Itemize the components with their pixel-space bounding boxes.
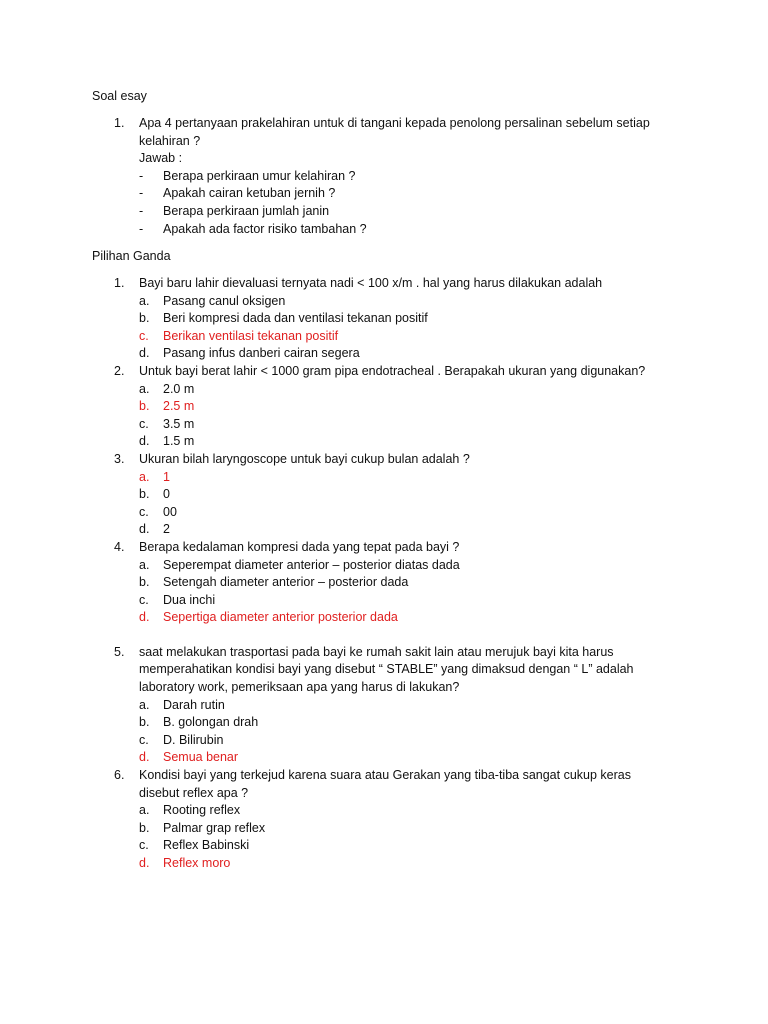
question-text: Bayi baru lahir dievaluasi ternyata nadi < 100 x/m . hal yang harus dilakukan adalah — [139, 276, 603, 290]
option-letter: d. — [139, 522, 150, 537]
option-text: 00 — [163, 504, 177, 519]
option — [114, 345, 674, 363]
option-letter: c. — [139, 732, 149, 747]
option-letter: c. — [139, 592, 149, 607]
question-number: 1. — [114, 276, 125, 290]
option — [114, 504, 674, 522]
option-letter: d. — [139, 434, 150, 449]
mc-question — [114, 451, 674, 469]
correct-option — [114, 398, 674, 416]
multiple-choice-heading: Pilihan Ganda — [92, 249, 171, 263]
option-text: Berikan ventilasi tekanan positif — [163, 328, 339, 343]
mc-question — [114, 767, 674, 802]
option-letter: c. — [139, 504, 149, 519]
essay-section — [114, 115, 674, 238]
mc-question — [114, 363, 674, 381]
dash-bullet: - — [139, 203, 144, 218]
option-letter: c. — [139, 416, 149, 431]
options-list — [114, 469, 674, 539]
mc-question — [114, 275, 674, 293]
option — [114, 486, 674, 504]
option-letter: a. — [139, 469, 150, 484]
essay-answer-item — [114, 221, 674, 239]
correct-option — [114, 469, 674, 487]
option-text: Palmar grap reflex — [163, 820, 266, 835]
options-list — [114, 381, 674, 451]
option — [114, 802, 674, 820]
question-number: 6. — [114, 768, 125, 783]
option — [114, 557, 674, 575]
correct-option — [114, 855, 674, 873]
option-text: Reflex moro — [163, 856, 231, 870]
option-text: Darah rutin — [163, 697, 225, 712]
essay-answer-item — [114, 185, 674, 203]
essay-answer-item — [114, 203, 674, 221]
essay-answer-text: Berapa perkiraan umur kelahiran ? — [163, 168, 356, 183]
option — [114, 574, 674, 592]
option-letter: b. — [139, 399, 150, 414]
option-letter: a. — [139, 293, 150, 308]
question-text: saat melakukan trasportasi pada bayi ke rumah sakit lain atau merujuk bayi kita harus memperahatikan kondisi bayi yang disebut “ STABLE” yang dimaksud dengan “ L” adalah laboratory work, pemeriksaan apa yang harus di lakukan? — [139, 644, 634, 695]
essay-answer-text: Apakah cairan ketuban jernih ? — [163, 186, 336, 201]
option — [114, 714, 674, 732]
option-text: Beri kompresi dada dan ventilasi tekanan positif — [163, 311, 428, 326]
option-text: 2.5 m — [163, 399, 195, 414]
option-text: Seperempat diameter anterior – posterior diatas dada — [163, 557, 460, 572]
option-text: 3.5 m — [163, 416, 195, 431]
question-text: Apa 4 pertanyaan prakelahiran untuk di tangani kepada penolong persalinan sebelum setiap kelahiran ? — [139, 116, 650, 148]
option — [114, 837, 674, 855]
option-text: Reflex Babinski — [163, 838, 250, 853]
option-text: 0 — [163, 487, 170, 502]
multiple-choice-section — [114, 275, 674, 873]
option — [114, 697, 674, 715]
option-letter: a. — [139, 803, 150, 818]
options-list — [114, 557, 674, 627]
dash-bullet: - — [139, 168, 144, 183]
question-text: Kondisi bayi yang terkejud karena suara atau Gerakan yang tiba-tiba sangat cukup keras disebut reflex apa ? — [139, 768, 631, 800]
option-text: 1 — [163, 469, 170, 484]
option — [114, 592, 674, 610]
question-text: Ukuran bilah laryngoscope untuk bayi cukup bulan adalah ? — [139, 451, 470, 466]
dash-bullet: - — [139, 221, 144, 236]
option — [114, 433, 674, 451]
question-number: 3. — [114, 451, 125, 466]
option-text: B. golongan drah — [163, 715, 259, 730]
correct-option — [114, 609, 674, 627]
option-letter: d. — [139, 856, 150, 870]
essay-question — [114, 115, 674, 150]
option — [114, 732, 674, 750]
option-text: Pasang infus danberi cairan segera — [163, 346, 360, 361]
option-text: Setengah diameter anterior – posterior dada — [163, 575, 409, 590]
option-letter: a. — [139, 697, 150, 712]
essay-answer-item — [114, 168, 674, 186]
mc-question — [114, 644, 674, 697]
option-letter: d. — [139, 750, 150, 765]
essay-answer-text: Berapa perkiraan jumlah janin — [163, 203, 330, 218]
question-number: 2. — [114, 363, 125, 378]
option — [114, 820, 674, 838]
option — [114, 416, 674, 434]
question-number: 1. — [114, 116, 125, 130]
answer-label: Jawab : — [139, 151, 183, 166]
option-letter: a. — [139, 381, 150, 396]
options-list — [114, 802, 674, 872]
option-letter: b. — [139, 715, 150, 730]
option-text: Pasang canul oksigen — [163, 293, 286, 308]
options-list — [114, 293, 674, 363]
option-letter: c. — [139, 838, 149, 853]
spacer — [114, 627, 674, 644]
question-text: Berapa kedalaman kompresi dada yang tepat pada bayi ? — [139, 539, 460, 554]
option-letter: c. — [139, 328, 149, 343]
option-letter: b. — [139, 311, 150, 326]
option — [114, 293, 674, 311]
question-text: Untuk bayi berat lahir < 1000 gram pipa endotracheal . Berapakah ukuran yang digunakan? — [139, 363, 646, 378]
option-letter: a. — [139, 557, 150, 572]
option-text: Rooting reflex — [163, 803, 241, 818]
essay-answer-text: Apakah ada factor risiko tambahan ? — [163, 221, 367, 236]
option-text: Sepertiga diameter anterior posterior dada — [163, 610, 398, 625]
option — [114, 310, 674, 328]
option-text: Dua inchi — [163, 592, 216, 607]
option — [114, 521, 674, 539]
question-number: 4. — [114, 539, 125, 554]
options-list — [114, 697, 674, 767]
correct-option — [114, 328, 674, 346]
correct-option — [114, 749, 674, 767]
option-text: 2 — [163, 522, 170, 537]
option-text: 1.5 m — [163, 434, 195, 449]
option-text: 2.0 m — [163, 381, 195, 396]
option — [114, 381, 674, 399]
option-text: Semua benar — [163, 750, 239, 765]
option-letter: b. — [139, 487, 150, 502]
question-number: 5. — [114, 644, 125, 659]
essay-heading: Soal esay — [92, 89, 147, 103]
option-letter: b. — [139, 575, 150, 590]
option-letter: d. — [139, 610, 150, 625]
dash-bullet: - — [139, 186, 144, 201]
option-letter: b. — [139, 820, 150, 835]
mc-question — [114, 539, 674, 557]
option-letter: d. — [139, 346, 150, 361]
option-text: D. Bilirubin — [163, 732, 224, 747]
